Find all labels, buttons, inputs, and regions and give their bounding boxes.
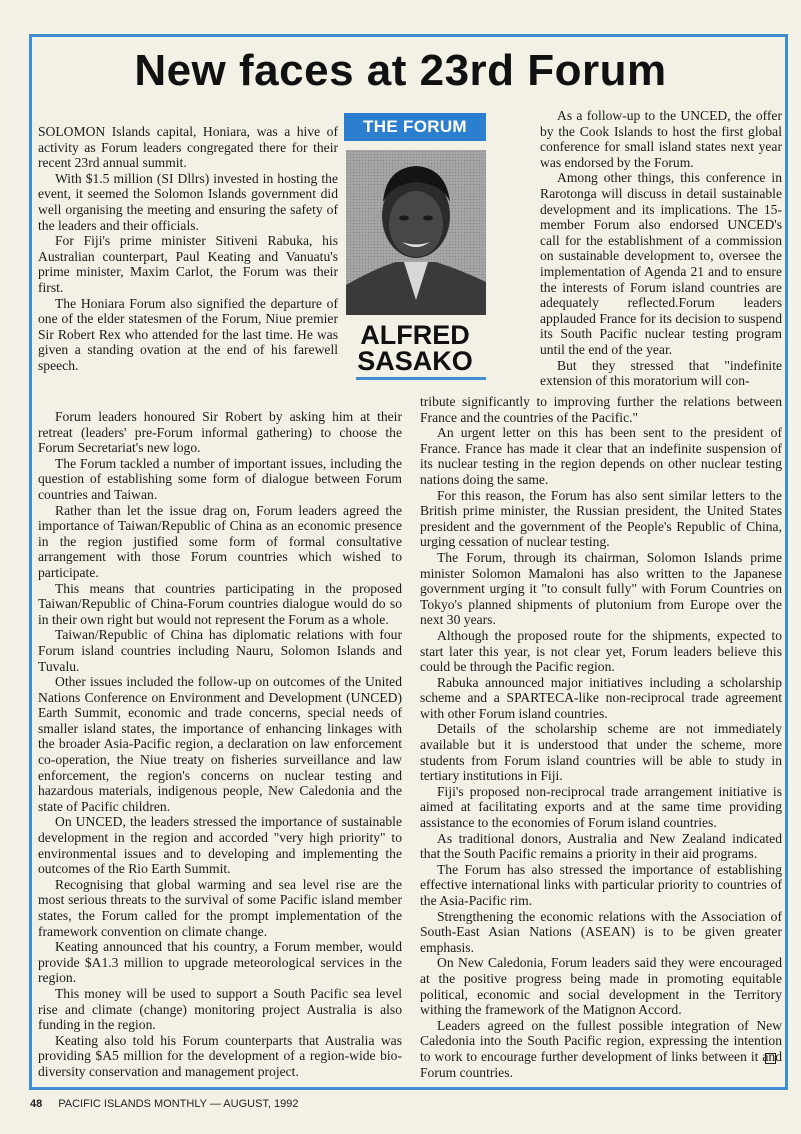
paragraph: Among other things, this conference in Rarotonga will discuss in detail sustainable development and its implications. The 15-member Forum also endorsed UNCED's call for the establishment of a commission on sustainable development to, oversee the implementation of Agenda 21 and to ensure the interests of Forum island countries are adequately reflected.Forum leaders applauded France for its decision to suspend its South Pacific nuclear testing program until the end of the year. (540, 170, 782, 357)
paragraph: Forum leaders honoured Sir Robert by asking him at their retreat (leaders' pre-Forum informal gathering) to choose the Forum Secretariat's new logo. (38, 409, 402, 456)
publication-line: PACIFIC ISLANDS MONTHLY — AUGUST, 1992 (58, 1098, 299, 1110)
headline: New faces at 23rd Forum (134, 46, 667, 95)
paragraph: Keating announced that his country, a Forum member, would provide $A1.3 million to upgrade meteorological services in the region. (38, 939, 402, 986)
paragraph: Although the proposed route for the shipments, expected to start later this year, is not clear yet, Forum leaders believe this could be through the Pacific region. (420, 627, 782, 675)
author-byline (342, 322, 488, 374)
column-1 (38, 124, 338, 374)
paragraph: On UNCED, the leaders stressed the importance of sustainable development in the region and accorded "very high priority" to environmental issues and to developing and implementing the outcomes of the Rio Earth Summit. (38, 814, 402, 877)
column-right-lower (420, 394, 782, 1080)
paragraph: For this reason, the Forum has also sent similar letters to the British prime minister, the Russian president, the United States president and the government of the People's Republic of China, urging cessation of nuclear testing. (420, 487, 782, 550)
paragraph: As a follow-up to the UNCED, the offer by the Cook Islands to host the first global conference for small island states next year was endorsed by the Forum. (540, 108, 782, 170)
section-badge: THE FORUM (344, 113, 486, 141)
page-number: 48 (30, 1098, 43, 1110)
paragraph: Rather than let the issue drag on, Forum leaders agreed the importance of Taiwan/Republic of China as an economic presence in the region justified some form of formal consultative arrangement with those Forum countries which wished to participate. (38, 502, 402, 580)
column-left-lower (38, 409, 402, 1080)
page-footer (30, 1098, 298, 1110)
paragraph: Other issues included the follow-up on outcomes of the United Nations Conference on Environment and Development (UNCED) Earth Summit, economic and trade concerns, special needs of smaller island states, the importance of enhancing linkages with the broader Asia-Pacific region, a declaration on law enforcement co-operation, the Niue treaty on fisheries surveillance and law enforcement, the region's concerns on nuclear testing and hazardous materials, indigenous people, New Caledonia and the state of Pacific children. (38, 674, 402, 814)
paragraph: Rabuka announced major initiatives including a scholarship scheme and a SPARTECA-like non-reciprocal trade agreement with other Forum island countries. (420, 674, 782, 721)
paragraph: tribute significantly to improving further the relations between France and the countries of the Pacific." (420, 394, 782, 425)
paragraph: This means that countries participating in the proposed Taiwan/Republic of China-Forum countries dialogue would do so in their own right but would not represent the Forum as a whole. (38, 580, 402, 627)
paragraph: Taiwan/Republic of China has diplomatic relations with four Forum island countries including Nauru, Solomon Islands and Tuvalu. (38, 627, 402, 674)
paragraph: But they stressed that "indefinite extension of this moratorium will con- (540, 357, 782, 389)
author-first-name: ALFRED (360, 320, 470, 350)
paragraph: An urgent letter on this has been sent to the president of France. France has made it clear that an indefinite suspension of its nuclear testing in the region depends on other nuclear testing nations doing the same. (420, 425, 782, 487)
paragraph: This money will be used to support a South Pacific sea level rise and climate (change) monitoring project Australia is also funding in the region. (38, 985, 402, 1033)
paragraph: Fiji's proposed non-reciprocal trade arrangement initiative is aimed at facilitating exports and at the same time providing assistance to the economies of Forum island countries. (420, 783, 782, 831)
author-photo (346, 150, 486, 315)
paragraph: Keating also told his Forum counterparts that Australia was providing $A5 million for the development of a region-wide bio-diversity conservation and management project. (38, 1032, 402, 1079)
paragraph: SOLOMON Islands capital, Honiara, was a hive of activity as Forum leaders congregated there for their recent 23rd annual summit. (38, 124, 338, 171)
paragraph: On New Caledonia, Forum leaders said they were encouraged at the positive progress being made in promoting equitable political, economic and social development in the Territory withing the framework of the Matignon Accord. (420, 955, 782, 1018)
author-last-name: SASAKO (357, 346, 473, 376)
paragraph: The Forum has also stressed the importance of establishing effective international links with particular priority to countries of the Asia-Pacific rim. (420, 861, 782, 908)
end-of-article-mark (765, 1053, 776, 1064)
paragraph: With $1.5 million (SI Dllrs) invested in hosting the event, it seemed the Solomon Islands government did well organising the meeting and ensuring the safety of the leaders and their officials. (38, 170, 338, 233)
paragraph: The Forum tackled a number of important issues, including the question of establishing some form of dialogue between Forum countries and Taiwan. (38, 455, 402, 502)
paragraph: Details of the scholarship scheme are not immediately available but it is understood that under the scheme, more students from Forum island countries will be able to study in tertiary institutions in Fiji. (420, 721, 782, 784)
paragraph: Leaders agreed on the fullest possible integration of New Caledonia into the South Pacific region, expressing the intention to work to encourage further development of links between it and Forum countries. (420, 1017, 782, 1080)
column-3 (540, 108, 782, 389)
paragraph: The Honiara Forum also signified the departure of one of the elder statesmen of the Forum, Niue premier Sir Robert Rex who attended for the last time. He was given a standing ovation at the end of his farewell speech. (38, 295, 338, 373)
paragraph: Strengthening the economic relations with the Association of South-East Asian Nations (ASEAN) is to be given greater emphasis. (420, 908, 782, 955)
portrait-image (346, 150, 486, 315)
paragraph: For Fiji's prime minister Sitiveni Rabuka, his Australian counterpart, Paul Keating and Vanuatu's prime minister, Maxim Carlot, the Forum was their first. (38, 233, 338, 295)
byline-rule (356, 377, 486, 380)
paragraph: Recognising that global warming and sea level rise are the most serious threats to the survival of some Pacific island member states, the Forum called for the prompt implementation of the framework convention on climate change. (38, 876, 402, 939)
paragraph: The Forum, through its chairman, Solomon Islands prime minister Solomon Mamaloni has also written to the Japanese government urging it "to consult fully" with Forum Countries on Tokyo's planned shipments of plutonium from Europe over the next 30 years. (420, 549, 782, 628)
paragraph: As traditional donors, Australia and New Zealand indicated that the South Pacific remains a priority in their aid programs. (420, 830, 782, 862)
